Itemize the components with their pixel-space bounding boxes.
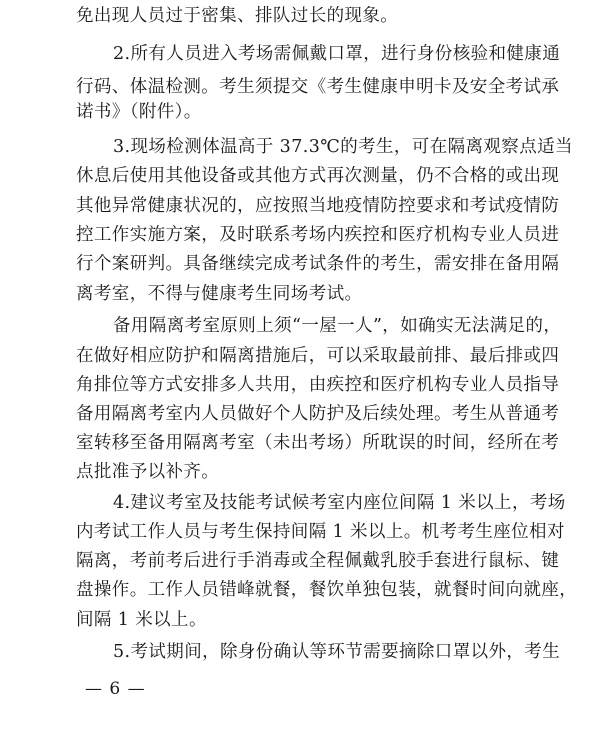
page-number: — 6 — (85, 679, 146, 699)
text-line: 角排位等方式安排多人共用，由疾控和医疗机构专业人员指导 (76, 375, 560, 395)
text-line: 控工作实施方案，及时联系考场内疾控和医疗机构专业人员进 (76, 225, 560, 245)
text-line: 4.建议考室及技能考试候考室内座位间隔 1 米以上，考场 (113, 493, 566, 513)
text-line: 5.考试期间，除身份确认等环节需要摘除口罩以外，考生 (113, 642, 561, 662)
text-line: 在做好相应防护和隔离措施后，可以采取最前排、最后排或四 (76, 346, 560, 366)
text-line: 隔离，考前考后进行手消毒或全程佩戴乳胶手套进行鼠标、键 (76, 551, 560, 571)
text-line: 间隔 1 米以上。 (76, 610, 207, 630)
text-line: 备用隔离考室内人员做好个人防护及后续处理。考生从普通考 (76, 404, 560, 424)
text-line: 室转移至备用隔离考室（未出考场）所耽误的时间，经所在考 (76, 433, 560, 453)
text-line: 其他异常健康状况的，应按照当地疫情防控要求和考试疫情防 (76, 196, 560, 216)
text-line: 诺书》（附件）。 (76, 102, 202, 122)
text-line: 免出现人员过于密集、排队过长的现象。 (76, 6, 399, 26)
text-line: 3.现场检测体温高于 37.3℃的考生，可在隔离观察点适当 (113, 137, 573, 157)
text-line: 点批准予以补齐。 (76, 462, 220, 482)
text-line: 离考室，不得与健康考生同场考试。 (76, 284, 363, 304)
text-line: 行个案研判。具备继续完成考试条件的考生，需安排在备用隔 (76, 254, 560, 274)
text-line: 行码、体温检测。考生须提交《考生健康申明卡及安全考试承 (76, 77, 560, 97)
text-line: 休息后使用其他设备或其他方式再次测量，仍不合格的或出现 (76, 166, 560, 186)
text-line: 盘操作。工作人员错峰就餐，餐饮单独包装，就餐时间向就座， (76, 580, 578, 600)
text-line: 2.所有人员进入考场需佩戴口罩，进行身份核验和健康通 (113, 44, 561, 64)
text-line: 备用隔离考室原则上须“一屋一人”，如确实无法满足的， (113, 316, 562, 336)
text-line: 内考试工作人员与考生保持间隔 1 米以上。机考考生座位相对 (76, 522, 565, 542)
